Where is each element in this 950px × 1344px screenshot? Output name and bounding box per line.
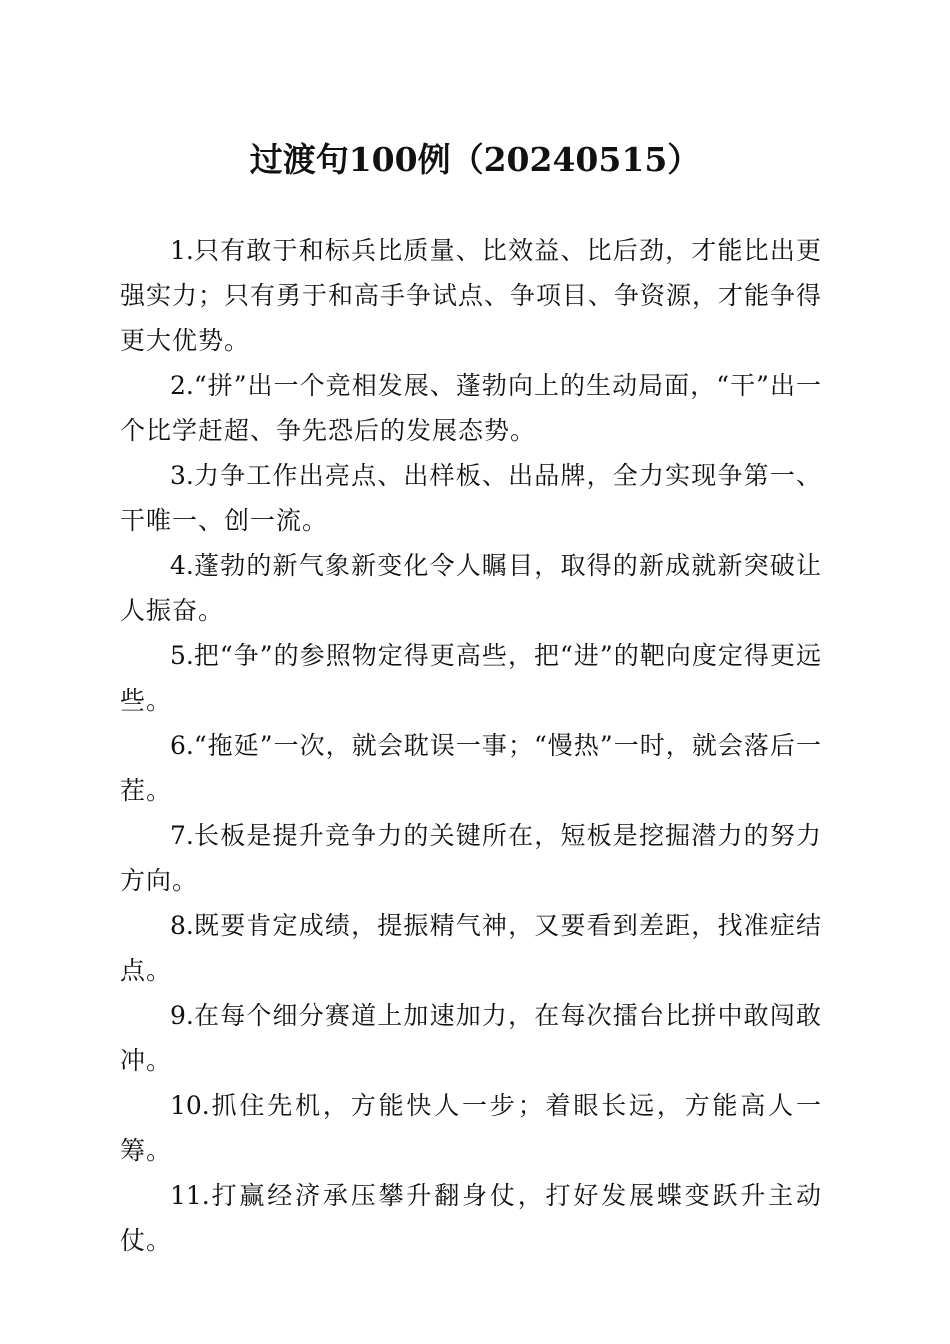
list-item <box>120 993 822 1083</box>
item-number: 7. <box>170 821 194 850</box>
item-number: 6. <box>170 731 194 760</box>
item-number: 11. <box>170 1181 210 1210</box>
item-text: 既要肯定成绩，提振精气神，又要看到差距，找准症结点。 <box>120 911 822 985</box>
item-number: 10. <box>170 1091 210 1120</box>
list-item <box>120 543 822 633</box>
item-text: “拖延”一次，就会耽误一事；“慢热”一时，就会落后一茬。 <box>120 731 822 805</box>
item-text: 抓住先机，方能快人一步；着眼长远，方能高人一筹。 <box>120 1091 822 1165</box>
item-number: 9. <box>170 1001 194 1030</box>
list-item <box>120 813 822 903</box>
item-number: 8. <box>170 911 194 940</box>
item-text: 把“争”的参照物定得更高些，把“进”的靶向度定得更远些。 <box>120 641 822 715</box>
item-text: 打赢经济承压攀升翻身仗，打好发展蝶变跃升主动仗。 <box>120 1181 822 1255</box>
item-number: 2. <box>170 371 194 400</box>
item-text: 长板是提升竞争力的关键所在，短板是挖掘潜力的努力方向。 <box>120 821 822 895</box>
list-item <box>120 1173 822 1263</box>
item-text: 蓬勃的新气象新变化令人瞩目，取得的新成就新突破让人振奋。 <box>120 551 822 625</box>
item-number: 5. <box>170 641 194 670</box>
list-item <box>120 228 822 363</box>
list-item <box>120 453 822 543</box>
item-text: “拼”出一个竞相发展、蓬勃向上的生动局面，“干”出一个比学赶超、争先恐后的发展态势。 <box>120 371 822 445</box>
item-text: 在每个细分赛道上加速加力，在每次擂台比拼中敢闯敢冲。 <box>120 1001 822 1075</box>
item-text: 只有敢于和标兵比质量、比效益、比后劲，才能比出更强实力；只有勇于和高手争试点、争项目、争资源，才能争得更大优势。 <box>120 236 823 355</box>
list-item <box>120 1083 822 1173</box>
document-title: 过渡句100例（20240515） <box>249 140 701 179</box>
item-number: 3. <box>170 461 194 490</box>
item-text: 力争工作出亮点、出样板、出品牌，全力实现争第一、干唯一、创一流。 <box>120 461 822 535</box>
item-number: 4. <box>170 551 194 580</box>
document-body <box>120 228 822 1263</box>
item-number: 1. <box>170 236 194 265</box>
list-item <box>120 633 822 723</box>
list-item <box>120 363 822 453</box>
list-item <box>120 723 822 813</box>
list-item <box>120 903 822 993</box>
